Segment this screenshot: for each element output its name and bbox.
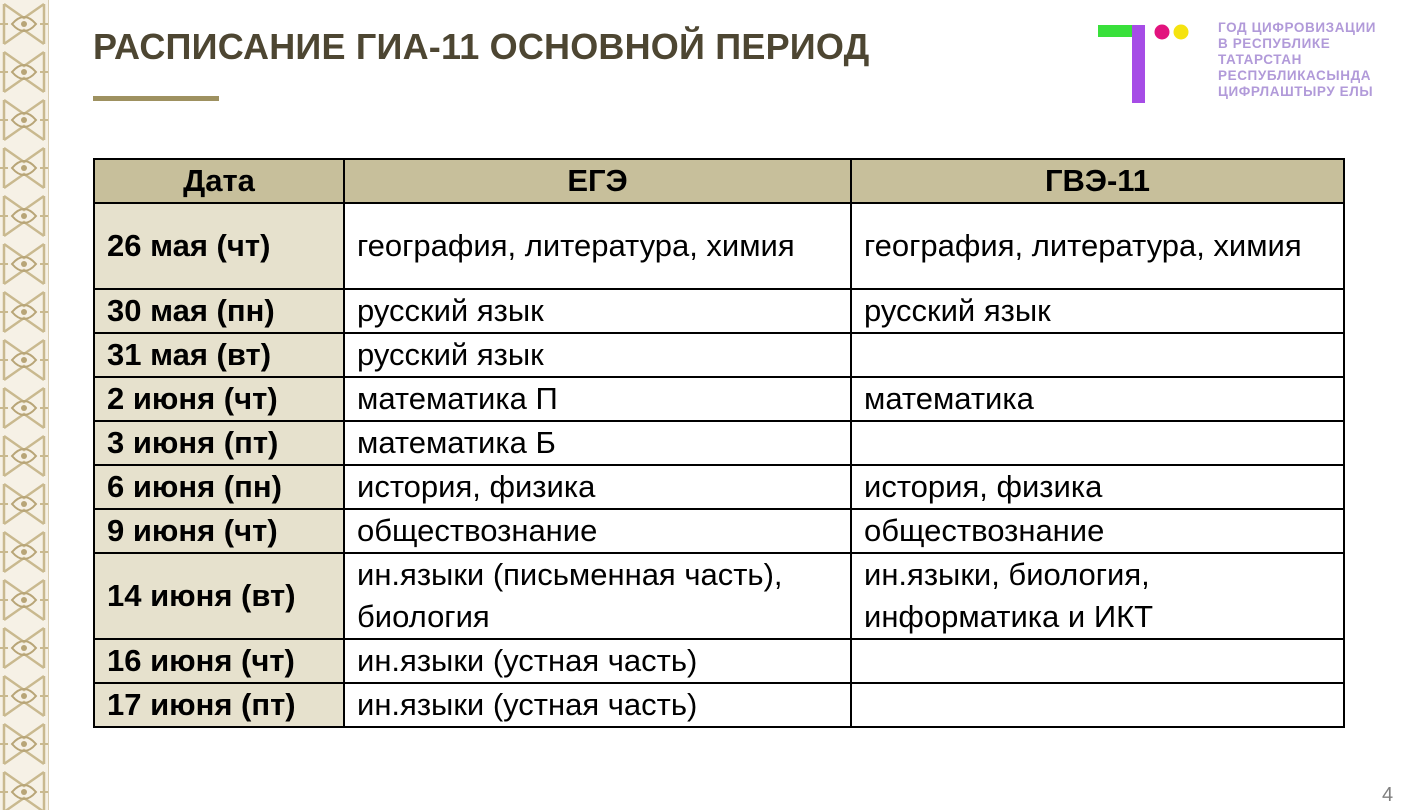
table-row (94, 553, 1344, 639)
row-ege: русский язык (344, 333, 851, 377)
row-date: 30 мая (пн) (94, 289, 344, 333)
row-date: 2 июня (чт) (94, 377, 344, 421)
logo-t-mark-icon (1096, 20, 1196, 106)
table-row (94, 639, 1344, 683)
table-row (94, 289, 1344, 333)
row-date: 3 июня (пт) (94, 421, 344, 465)
row-gve (851, 333, 1344, 377)
table-row (94, 333, 1344, 377)
row-ege: математика П (344, 377, 851, 421)
table-row (94, 377, 1344, 421)
row-gve: обществознание (851, 509, 1344, 553)
header-date: Дата (94, 159, 344, 203)
row-ege: ин.языки (устная часть) (344, 683, 851, 727)
row-gve: география, литература, химия (851, 203, 1344, 289)
digitalization-year-logo (1096, 20, 1396, 110)
table-row (94, 465, 1344, 509)
row-gve: математика (851, 377, 1344, 421)
row-date: 17 июня (пт) (94, 683, 344, 727)
row-ege: обществознание (344, 509, 851, 553)
title-underline (93, 96, 219, 101)
logo-line: В РЕСПУБЛИКЕ (1218, 36, 1331, 51)
row-ege: ин.языки (устная часть) (344, 639, 851, 683)
row-gve (851, 639, 1344, 683)
row-gve (851, 683, 1344, 727)
table-row (94, 421, 1344, 465)
row-gve: ин.языки, биология, информатика и ИКТ (851, 553, 1344, 639)
logo-line: ГОД ЦИФРОВИЗАЦИИ (1218, 20, 1377, 35)
table-row (94, 683, 1344, 727)
table-row (94, 509, 1344, 553)
ornamental-border (0, 0, 49, 810)
row-gve: история, физика (851, 465, 1344, 509)
row-ege: русский язык (344, 289, 851, 333)
row-ege: история, физика (344, 465, 851, 509)
header-ege: ЕГЭ (344, 159, 851, 203)
header-gve: ГВЭ-11 (851, 159, 1344, 203)
page-title: РАСПИСАНИЕ ГИА-11 ОСНОВНОЙ ПЕРИОД (93, 26, 870, 67)
table-header-row (94, 159, 1344, 203)
logo-caption (1218, 20, 1376, 100)
row-ege: ин.языки (письменная часть), биология (344, 553, 851, 639)
row-date: 26 мая (чт) (94, 203, 344, 289)
row-gve: русский язык (851, 289, 1344, 333)
row-gve (851, 421, 1344, 465)
exam-schedule-table (93, 158, 1345, 728)
row-ege: география, литература, химия (344, 203, 851, 289)
page-number: 4 (1382, 784, 1394, 806)
logo-line: РЕСПУБЛИКАСЫНДА (1218, 68, 1372, 83)
row-date: 9 июня (чт) (94, 509, 344, 553)
row-date: 14 июня (вт) (94, 553, 344, 639)
table-row (94, 203, 1344, 289)
ornament-pattern (0, 0, 48, 810)
row-date: 6 июня (пн) (94, 465, 344, 509)
logo-line: ТАТАРСТАН (1218, 52, 1302, 67)
logo-line: ЦИФРЛАШТЫРУ ЕЛЫ (1218, 84, 1374, 99)
row-date: 16 июня (чт) (94, 639, 344, 683)
row-ege: математика Б (344, 421, 851, 465)
row-date: 31 мая (вт) (94, 333, 344, 377)
